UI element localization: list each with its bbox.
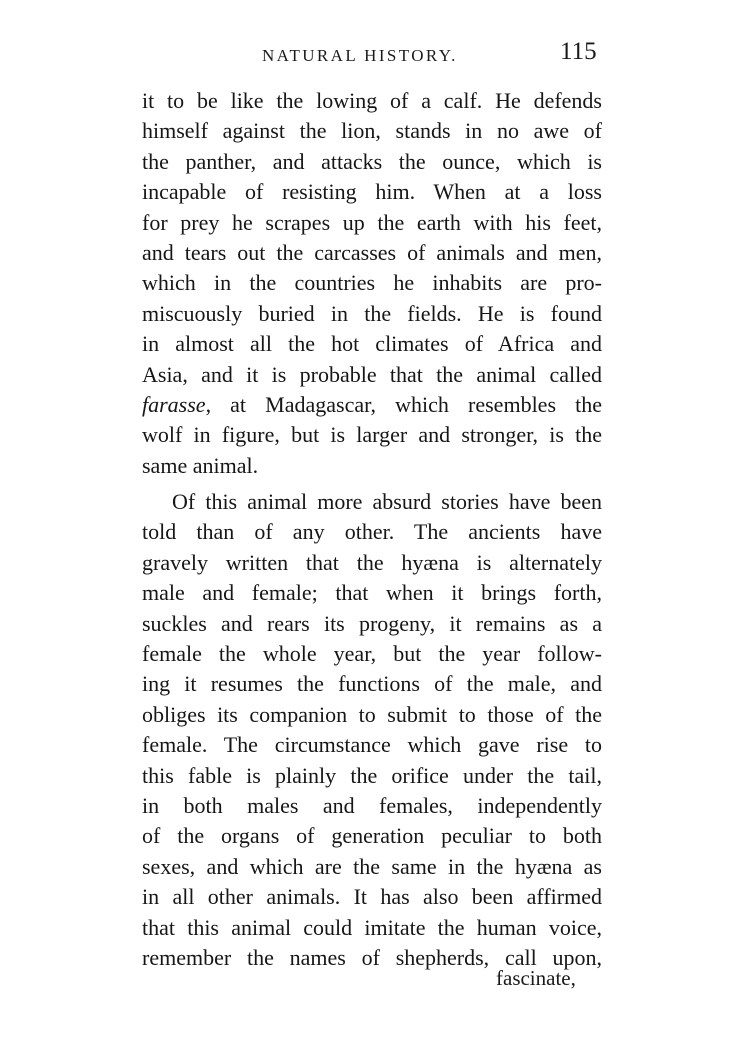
text-line: male and female; that when it brings forth, — [142, 580, 602, 606]
text-line: Asia, and it is probable that the animal called — [142, 361, 602, 387]
text-line: female the whole year, but the year follow- — [142, 641, 602, 667]
text-line: it to be like the lowing of a calf. He defends — [142, 88, 602, 113]
text-line: miscuously buried in the fields. He is found — [142, 300, 602, 326]
text-line: in both males and females, independently — [142, 792, 602, 818]
text-line: remember the names of shepherds, call upon, — [142, 944, 602, 970]
text-line: for prey he scrapes up the earth with his feet, — [142, 209, 602, 235]
text-line-italic-start: farasse, at Madagascar, which resembles the — [142, 391, 602, 417]
body-text — [142, 86, 602, 973]
paragraph-2 — [142, 487, 602, 973]
catchword: fascinate, — [496, 966, 576, 990]
page-number: 115 — [560, 38, 597, 65]
text-line: obliges its companion to submit to those of the — [142, 701, 602, 727]
running-head: NATURAL HISTORY. — [262, 46, 458, 65]
text-line: Of this animal more absurd stories have been — [172, 489, 602, 515]
text-line: this fable is plainly the orifice under the tail, — [142, 762, 602, 788]
text-line: the panther, and attacks the ounce, which is — [142, 148, 602, 174]
paragraph-1 — [142, 86, 602, 481]
text-line: female. The circumstance which gave rise to — [142, 732, 602, 758]
text-line: told than of any other. The ancients have — [142, 519, 602, 545]
text-line: which in the countries he inhabits are pro- — [142, 270, 602, 296]
text-line: suckles and rears its progeny, it remains as a — [142, 610, 602, 636]
text-line: of the organs of generation peculiar to both — [142, 823, 602, 849]
text-line: and tears out the carcasses of animals and men, — [142, 239, 602, 265]
text-line: that this animal could imitate the human voice, — [142, 914, 602, 940]
text-line: ing it resumes the functions of the male, and — [142, 671, 602, 697]
text-line: wolf in figure, but is larger and stronger, is the — [142, 422, 602, 448]
text-line: gravely written that the hyæna is alternately — [142, 549, 602, 575]
text-line: same animal. — [142, 452, 259, 478]
text-line: in all other animals. It has also been affirmed — [142, 884, 602, 910]
italic-word: farasse — [142, 391, 206, 417]
text-line: in almost all the hot climates of Africa and — [142, 331, 602, 357]
text-line: incapable of resisting him. When at a loss — [142, 179, 602, 205]
text-line: himself against the lion, stands in no awe of — [142, 118, 602, 144]
text-line: sexes, and which are the same in the hyæna as — [142, 853, 602, 879]
